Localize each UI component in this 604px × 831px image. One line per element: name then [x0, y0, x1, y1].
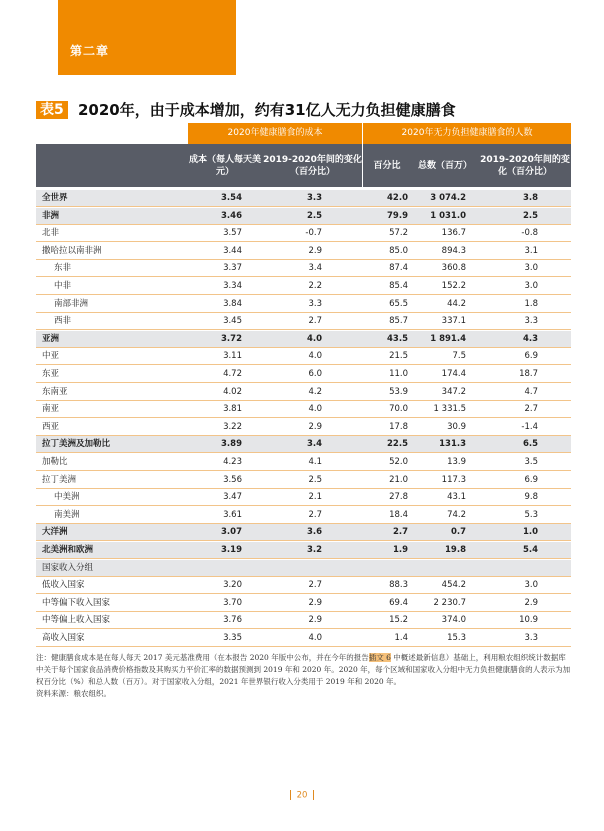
row-label: 南美洲	[54, 509, 80, 520]
cell-change: 3.5	[524, 457, 538, 467]
row-label: 东非	[54, 263, 72, 274]
cell-change: 9.8	[524, 492, 538, 503]
row-label: 西非	[54, 316, 72, 327]
column-header-total: 总数（百万）	[417, 160, 472, 171]
table-row	[36, 524, 571, 541]
cell-total: 360.8	[441, 263, 466, 274]
cell-cost-change: 4.0	[308, 351, 322, 362]
table-row	[36, 419, 571, 436]
row-label: 南部非洲	[54, 298, 89, 309]
table-row	[36, 577, 571, 594]
cell-cost-change: 2.9	[308, 421, 322, 432]
cell-cost: 4.72	[223, 369, 242, 379]
cell-pct: 85.0	[389, 245, 408, 256]
table-notes	[36, 652, 571, 700]
table-row	[36, 296, 571, 313]
note-part: 注：健康膳食成本是在每人每天 2017 美元基准费用（在本报告 2020 年版中公布，并在今年的报告	[36, 653, 369, 662]
table-badge: 表5	[36, 101, 68, 119]
row-label: 东亚	[42, 369, 60, 379]
cell-cost: 3.76	[223, 615, 242, 626]
cell-pct: 43.5	[387, 333, 408, 344]
row-label: 国家收入分组	[42, 562, 94, 573]
group-header-people: 2020年无力负担健康膳食的人数	[363, 123, 571, 144]
table-row	[36, 366, 571, 383]
table-row	[36, 612, 571, 629]
cell-change: 4.3	[522, 333, 538, 344]
note-part: 中概述最新信息）基础上，利用粮农组织统计数据库中关于每个国家食品消费价格指数及其购买力平价汇率的数据预测到 2019 年和 2020 年。2020 年，每个区域和国家收入分组中无力负担健康膳食的人表示为加权百分比（%）和总人数（百万）。对于国家收入分组，2021 年世界银行收入分类用于 2019 年和 2020 年。	[36, 653, 571, 686]
cell-total: 1 031.0	[430, 210, 466, 221]
cell-cost-change: 2.2	[308, 281, 322, 291]
cell-total: 152.2	[441, 281, 466, 291]
cell-cost-change: 4.2	[308, 386, 322, 397]
row-label: 撒哈拉以南非洲	[42, 245, 102, 256]
cell-change: 2.5	[522, 210, 538, 221]
table-row	[36, 278, 571, 295]
cell-cost: 3.45	[223, 316, 242, 327]
column-header-cost-change: 2019-2020年间的变化（百分比）	[263, 154, 362, 177]
cell-change: 3.1	[524, 245, 538, 256]
cell-cost-change: 2.7	[308, 580, 322, 591]
cell-cost: 3.44	[223, 245, 242, 256]
row-label: 拉丁美洲	[42, 474, 77, 485]
cell-change: 18.7	[519, 369, 538, 379]
cell-pct: 2.7	[392, 527, 408, 538]
cell-cost-change: 2.9	[308, 615, 322, 626]
table-row	[36, 560, 571, 577]
cell-pct: 27.8	[389, 492, 408, 503]
table-row	[36, 331, 571, 348]
table-row	[36, 348, 571, 365]
row-label: 中非	[54, 281, 72, 291]
cell-pct: 22.5	[387, 439, 408, 450]
cell-total: 374.0	[441, 615, 466, 626]
cell-cost: 3.56	[223, 474, 242, 485]
footer-bar	[290, 790, 291, 800]
cell-pct: 17.8	[389, 421, 408, 432]
cell-change: 3.0	[524, 281, 538, 291]
cell-cost-change: 3.2	[306, 545, 322, 555]
cell-pct: 87.4	[389, 263, 408, 274]
cell-change: 3.0	[524, 263, 538, 274]
page-number: 20	[296, 790, 308, 801]
cell-change: -1.4	[521, 421, 538, 432]
row-label: 低收入国家	[42, 580, 85, 591]
cell-total: 74.2	[447, 509, 466, 520]
cell-change: 10.9	[519, 615, 538, 626]
chapter-label: 第二章	[70, 44, 110, 58]
cell-change: -0.8	[521, 228, 538, 239]
cell-pct: 15.2	[389, 615, 408, 626]
cell-change: 6.5	[522, 439, 538, 450]
cell-cost: 3.61	[223, 509, 242, 520]
group-header-cost: 2020年健康膳食的成本	[188, 123, 362, 144]
row-label: 西亚	[42, 421, 60, 432]
row-label: 南亚	[42, 404, 60, 415]
cell-cost: 3.46	[221, 210, 242, 221]
row-label: 高收入国家	[42, 633, 85, 643]
cell-cost-change: 2.9	[308, 245, 322, 256]
cell-cost: 3.70	[223, 597, 242, 608]
table-row	[36, 630, 571, 647]
cell-cost: 3.54	[221, 193, 242, 203]
note-text	[36, 652, 571, 688]
table-title	[36, 100, 571, 122]
cell-total: 337.1	[441, 316, 466, 327]
cell-pct: 53.9	[389, 386, 408, 397]
row-label: 拉丁美洲及加勒比	[42, 439, 111, 450]
chapter-tab	[58, 0, 236, 75]
cell-cost-change: 2.5	[306, 210, 322, 221]
cell-pct: 1.4	[394, 633, 408, 643]
cell-pct: 18.4	[389, 509, 408, 520]
cell-pct: 1.9	[392, 545, 408, 555]
cell-change: 5.3	[524, 509, 538, 520]
table-row	[36, 542, 571, 559]
row-label: 中亚	[42, 351, 60, 362]
cell-pct: 11.0	[389, 369, 408, 379]
cell-change: 3.3	[524, 316, 538, 327]
cell-change: 5.4	[522, 545, 538, 555]
cell-total: 7.5	[452, 351, 466, 362]
row-label: 中等偏下收入国家	[42, 597, 111, 608]
table-row	[36, 401, 571, 418]
table-row	[36, 436, 571, 453]
cell-cost-change: 3.3	[308, 298, 322, 309]
cell-total: 117.3	[441, 474, 466, 485]
cell-pct: 42.0	[387, 193, 408, 203]
table-row	[36, 595, 571, 612]
table-row	[36, 472, 571, 489]
cell-pct: 79.9	[387, 210, 408, 221]
row-label: 中美洲	[54, 492, 80, 503]
table-row	[36, 384, 571, 401]
cell-total: 30.9	[447, 421, 466, 432]
cell-cost: 3.35	[223, 633, 242, 643]
column-header-change: 2019-2020年间的变化（百分比）	[480, 154, 570, 177]
cell-cost: 4.23	[223, 457, 242, 467]
cell-cost: 3.72	[221, 333, 242, 344]
row-label: 北非	[42, 228, 60, 239]
row-label: 亚洲	[42, 333, 60, 344]
cell-cost-change: 2.9	[308, 597, 322, 608]
cell-cost-change: 4.0	[308, 633, 322, 643]
cell-cost-change: 3.3	[306, 193, 322, 203]
cell-change: 3.8	[522, 193, 538, 203]
cell-total: 131.3	[439, 439, 466, 450]
row-label: 加勒比	[42, 457, 68, 467]
cell-total: 2 230.7	[433, 597, 466, 608]
footer-bar	[313, 790, 314, 800]
cell-change: 4.7	[524, 386, 538, 397]
cell-change: 2.9	[524, 597, 538, 608]
cell-cost: 3.19	[221, 545, 242, 555]
cell-change: 3.0	[524, 580, 538, 591]
cell-change: 6.9	[524, 351, 538, 362]
cell-cost-change: 3.4	[306, 439, 322, 450]
row-label: 北美洲和欧洲	[42, 545, 94, 555]
cell-cost-change: 6.0	[308, 369, 322, 379]
cell-cost: 3.11	[223, 351, 242, 362]
cell-cost-change: 2.1	[308, 492, 322, 503]
cell-cost: 3.89	[221, 439, 242, 450]
cell-cost: 3.57	[223, 228, 242, 239]
cell-pct: 70.0	[389, 404, 408, 415]
source-text: 资料来源：粮农组织。	[36, 689, 111, 698]
cell-total: 15.3	[447, 633, 466, 643]
table-title-text: 2020年，由于成本增加，约有31亿人无力负担健康膳食	[78, 101, 456, 119]
cell-cost-change: 3.4	[308, 263, 322, 274]
cell-cost: 3.20	[223, 580, 242, 591]
cell-cost: 3.84	[223, 298, 242, 309]
cell-total: 43.1	[447, 492, 466, 503]
cell-cost-change: 2.7	[308, 316, 322, 327]
cell-pct: 69.4	[389, 597, 408, 608]
table-row	[36, 454, 571, 471]
page-footer	[0, 790, 604, 801]
cell-cost: 3.81	[223, 404, 242, 415]
cell-cost: 4.02	[223, 386, 242, 397]
table-row	[36, 260, 571, 277]
cell-cost: 3.07	[221, 527, 242, 538]
cell-pct: 57.2	[389, 228, 408, 239]
cell-pct: 52.0	[389, 457, 408, 467]
cell-change: 1.0	[522, 527, 538, 538]
cell-total: 3 074.2	[430, 193, 466, 203]
table-row	[36, 507, 571, 524]
cell-total: 347.2	[441, 386, 466, 397]
row-label: 中等偏上收入国家	[42, 615, 111, 626]
cell-change: 6.9	[524, 474, 538, 485]
table-row	[36, 313, 571, 330]
cell-cost: 3.22	[223, 421, 242, 432]
cell-cost-change: 2.7	[308, 509, 322, 520]
cell-cost-change: 3.6	[306, 527, 322, 538]
cell-change: 2.7	[524, 404, 538, 415]
row-label: 全世界	[42, 193, 68, 203]
cell-change: 3.3	[524, 633, 538, 643]
cell-total: 136.7	[441, 228, 466, 239]
cell-change: 1.8	[524, 298, 538, 309]
cell-total: 894.3	[441, 245, 466, 256]
cell-cost: 3.47	[223, 492, 242, 503]
cell-cost-change: 4.0	[308, 404, 322, 415]
cell-cost-change: -0.7	[305, 228, 322, 239]
table-row	[36, 208, 571, 225]
cell-total: 454.2	[441, 580, 466, 591]
table-row	[36, 225, 571, 242]
cell-cost-change: 2.5	[308, 474, 322, 485]
table-row	[36, 243, 571, 260]
cell-pct: 85.7	[389, 316, 408, 327]
cell-cost-change: 4.0	[306, 333, 322, 344]
row-label: 大洋洲	[42, 527, 68, 538]
cell-cost: 3.34	[223, 281, 242, 291]
cell-pct: 21.0	[389, 474, 408, 485]
cell-total: 1 891.4	[430, 333, 466, 344]
cell-total: 174.4	[441, 369, 466, 379]
row-label: 非洲	[42, 210, 60, 221]
cell-total: 13.9	[447, 457, 466, 467]
cell-pct: 85.4	[389, 281, 408, 291]
cell-total: 44.2	[447, 298, 466, 309]
table-row	[36, 190, 571, 207]
cell-total: 19.8	[445, 545, 466, 555]
cell-pct: 65.5	[389, 298, 408, 309]
cell-cost-change: 4.1	[308, 457, 322, 467]
column-header-percent: 百分比	[373, 160, 401, 171]
cell-pct: 21.5	[389, 351, 408, 362]
cell-total: 0.7	[450, 527, 466, 538]
row-label: 东南亚	[42, 386, 68, 397]
header-divider	[362, 144, 363, 187]
cell-pct: 88.3	[389, 580, 408, 591]
cell-total: 1 331.5	[433, 404, 466, 415]
cell-cost: 3.37	[223, 263, 242, 274]
column-header-cost: 成本（每人每天美元）	[188, 154, 261, 177]
table-row	[36, 489, 571, 506]
note-highlight: 插文 6	[368, 653, 391, 662]
